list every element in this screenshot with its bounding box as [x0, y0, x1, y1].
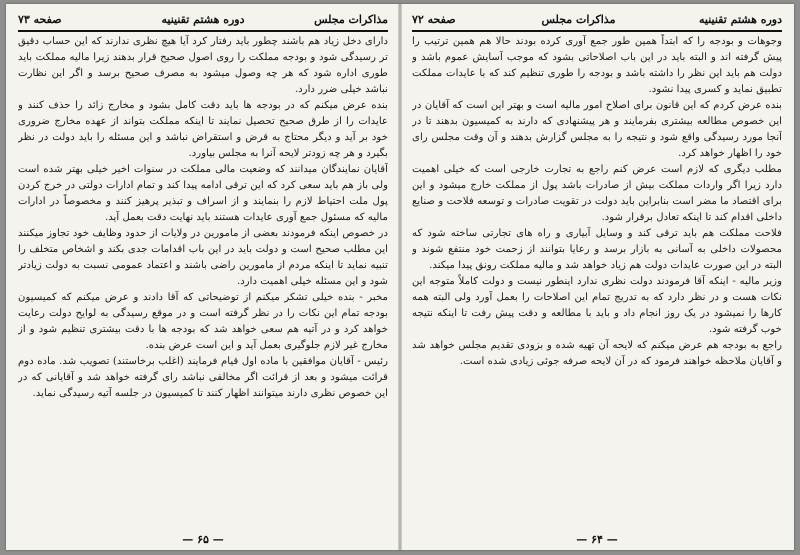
right-page	[400, 4, 794, 550]
paragraph: بنده عرض میکنم که در بودجه ها باید دقت کامل بشود و مخارج زائد را حذف کنند و عایدات را از طرق صحیح تحصیل نمایند تا اینکه مملکت بتواند از عهده مخارج ضروری خود بر آید و دیگر محتاج به قرض و استقراض نباشد و این مسئله را باید دولت در نظر بگیرد و هر چه زودتر لایحه آنرا به مجلس بیاورد.	[18, 100, 388, 159]
header-page-label: صفحه ۷۲	[412, 13, 456, 26]
paragraph: مخبر - بنده خیلی تشکر میکنم از توضیحاتی که آقا دادند و عرض میکنم که کمیسیون بودجه تمام این نکات را در نظر گرفته است و در موقع رسیدگی به لوایح دولت رعایت خواهد کرد و در آتیه هم سعی خواهد شد که بودجه ها با دقت بیشتری تنظیم شود و از مخارج غیر لازم جلوگیری بعمل آید و این است عرض بنده.	[18, 292, 388, 351]
paragraph: بنده عرض کردم که این قانون برای اصلاح امور مالیه است و بهتر این است که آقایان در این خصوص مطالعه بیشتری بفرمایند و هر پیشنهادی که دارند به کمیسیون بدهند تا در آنجا مورد رسیدگی واقع شود و نتیجه را به مجلس گزارش بدهند و آن وقت مجلس رای خود را اظهار خواهد کرد.	[412, 100, 782, 159]
text-column	[18, 34, 388, 528]
paragraph: رئیس - آقایان موافقین با ماده اول قیام فرمایند (اغلب برخاستند) تصویب شد. ماده دوم قرائت میشود و بعد از قرائت اگر مخالفی نباشد رای گرفته خواهد شد و آقایانی که در این خصوص نظری دارند میتوانند اظهار کنند تا کمیسیون در جلسه آتیه رسیدگی نماید.	[18, 356, 388, 399]
header-page-label: صفحه ۷۳	[18, 13, 62, 26]
paragraph: وزیر مالیه - اینکه آقا فرمودند دولت نظری ندارد اینطور نیست و دولت کاملاً متوجه این نکات هست و در نظر دارد که به تدریج تمام این اصلاحات را بعمل آورد ولی البته همه کارها را نمیشود در یک روز انجام داد و باید با مطالعه و دقت پیش رفت تا اینکه نتیجه خوب گرفته شود.	[412, 276, 782, 335]
page-number: — ۶۴ —	[576, 533, 618, 546]
header-session: دوره هشتم تقنینیه	[161, 13, 245, 26]
paragraph: مطلب دیگری که لازم است عرض کنم راجع به تجارت خارجی است که خیلی اهمیت دارد زیرا اگر واردات مملکت بیش از صادرات باشد پول از مملکت خارج میشود و این برای اقتصاد ما مضر است بنابراین باید دولت در تقویت صادرات و توسعه فلاحت و صنایع داخلی اقدام کند تا اینکه تعادل برقرار شود.	[412, 164, 782, 223]
page-header	[412, 12, 782, 32]
page-header	[18, 12, 388, 32]
page-number: — ۶۵ —	[182, 533, 224, 546]
paragraph: فلاحت مملکت هم باید ترقی کند و وسایل آبیاری و راه های تجارتی ساخته شود که محصولات داخلی به آسانی به بازار برسد و رعایا بتوانند از زحمت خود منتفع شوند و البته در این صورت عایدات دولت هم زیاد خواهد شد و مالیه مملکت رونق پیدا میکند.	[412, 228, 782, 271]
header-session: دوره هشتم تقنینیه	[699, 13, 782, 26]
left-page	[6, 4, 400, 550]
paragraph: وجوهات و بودجه را که ابتداً همین طور جمع آوری کرده بودند حالا هم همین ترتیب را پیش گرفته اند و البته باید در این باب اصلاحاتی بشود که موجب آسایش عموم باشد و دولت هم باید این نظر را داشته باشد و بودجه را طوری تنظیم کند که با عایدات مملکت تطبیق نماید و کسری پیدا نشود.	[412, 36, 782, 95]
paragraph: راجع به بودجه هم عرض میکنم که لایحه آن تهیه شده و بزودی تقدیم مجلس خواهد شد و آقایان ملاحظه خواهند فرمود که در آن لایحه صرفه جوئی زیادی شده است.	[412, 340, 782, 367]
header-title: مذاکرات مجلس	[314, 13, 388, 26]
paragraph: در خصوص اینکه فرمودند بعضی از مامورین در ولایات از حدود وظایف خود تجاوز میکنند این مطلب صحیح است و دولت باید در این باب اقدامات جدی بکند و اشخاص متخلف را تنبیه نماید تا اینکه مردم از مامورین راضی باشند و اعتماد عمومی نسبت به دولت زیادتر شود و این مسئله خیلی اهمیت دارد.	[18, 228, 388, 287]
paragraph: آقایان نمایندگان میدانند که وضعیت مالی مملکت در سنوات اخیر خیلی بهتر شده است ولی باز هم باید سعی کرد که این ترقی ادامه پیدا کند و تمام ادارات دولتی در خرج کردن پول ملت احتیاط لازم را بنمایند و از اسراف و تبذیر پرهیز کنند و مخصوصاً در ادارات مالیه که مسئول جمع آوری عایدات هستند باید نهایت دقت بعمل آید.	[18, 164, 388, 223]
header-title: مذاکرات مجلس	[541, 13, 616, 26]
text-column	[412, 34, 782, 528]
paragraph: دارای دخل زیاد هم باشند چطور باید رفتار کرد آیا هیچ نظری ندارند که این حساب دقیق تر رسیدگی شود و بودجه مملکت را روی اصول صحیح قرار بدهند زیرا مالیه مملکت باید طوری اداره شود که هر چه وصول میشود به مصرف صحیح برسد و اگر این نظارت نباشد خیلی ضرر دارد.	[18, 36, 388, 95]
book-spread	[6, 4, 794, 550]
